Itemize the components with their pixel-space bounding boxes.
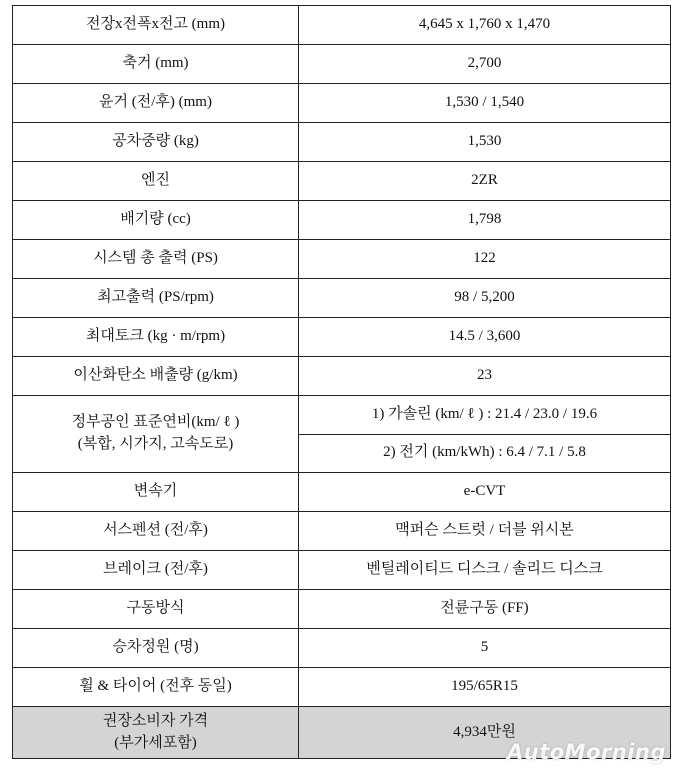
row-label: 엔진 [13,162,299,201]
row-label: 이산화탄소 배출량 (g/km) [13,357,299,396]
table-row [13,473,671,512]
table-row [13,357,671,396]
row-value: 5 [299,629,671,668]
row-label: 배기량 (cc) [13,201,299,240]
row-value: 1,530 [299,123,671,162]
fuel-economy-label-line1: 정부공인 표준연비(km/ ℓ ) [71,414,240,431]
row-label: 브레이크 (전/후) [13,551,299,590]
row-label: 최대토크 (kg · m/rpm) [13,318,299,357]
row-value: 벤틸레이티드 디스크 / 솔리드 디스크 [299,551,671,590]
watermark-logo: AutoMorning [507,740,666,764]
row-label: 전장x전폭x전고 (mm) [13,6,299,45]
table-row [13,123,671,162]
table-row [13,551,671,590]
fuel-economy-electric: 2) 전기 (km/kWh) : 6.4 / 7.1 / 5.8 [299,434,671,473]
table-row [13,629,671,668]
price-value: 4,934만원 [299,707,671,759]
table-row [13,6,671,45]
row-value: 195/65R15 [299,668,671,707]
fuel-economy-label-line2: (복합, 시가지, 고속도로) [77,436,234,452]
price-label [13,707,299,759]
row-value: 맥퍼슨 스트럿 / 더블 위시본 [299,512,671,551]
row-label: 서스펜션 (전/후) [13,512,299,551]
row-value: 2,700 [299,45,671,84]
row-label: 휠 & 타이어 (전후 동일) [13,668,299,707]
table-row [13,318,671,357]
fuel-economy-label [13,396,299,473]
row-value: 1,798 [299,201,671,240]
row-label: 최고출력 (PS/rpm) [13,279,299,318]
row-label: 구동방식 [13,590,299,629]
table-row-fuel-economy [13,396,671,435]
row-value: 98 / 5,200 [299,279,671,318]
table-row [13,201,671,240]
row-label: 시스템 총 출력 (PS) [13,240,299,279]
table-row [13,512,671,551]
table-row [13,590,671,629]
table-row [13,45,671,84]
row-value: 122 [299,240,671,279]
row-label: 공차중량 (kg) [13,123,299,162]
row-value: 14.5 / 3,600 [299,318,671,357]
price-label-line1: 권장소비자 가격 [102,712,209,729]
row-label: 변속기 [13,473,299,512]
table-row [13,84,671,123]
table-row [13,162,671,201]
row-label: 축거 (mm) [13,45,299,84]
row-value: 1,530 / 1,540 [299,84,671,123]
row-label: 승차정원 (명) [13,629,299,668]
row-value: 2ZR [299,162,671,201]
spec-table [12,5,671,759]
row-value: 전륜구동 (FF) [299,590,671,629]
row-label: 윤거 (전/후) (mm) [13,84,299,123]
price-label-line2: (부가세포함) [114,734,197,751]
row-value: 4,645 x 1,760 x 1,470 [299,6,671,45]
table-row [13,279,671,318]
fuel-economy-gasoline: 1) 가솔린 (km/ ℓ ) : 21.4 / 23.0 / 19.6 [299,396,671,435]
row-value: e-CVT [299,473,671,512]
table-row [13,668,671,707]
row-value: 23 [299,357,671,396]
table-row [13,240,671,279]
